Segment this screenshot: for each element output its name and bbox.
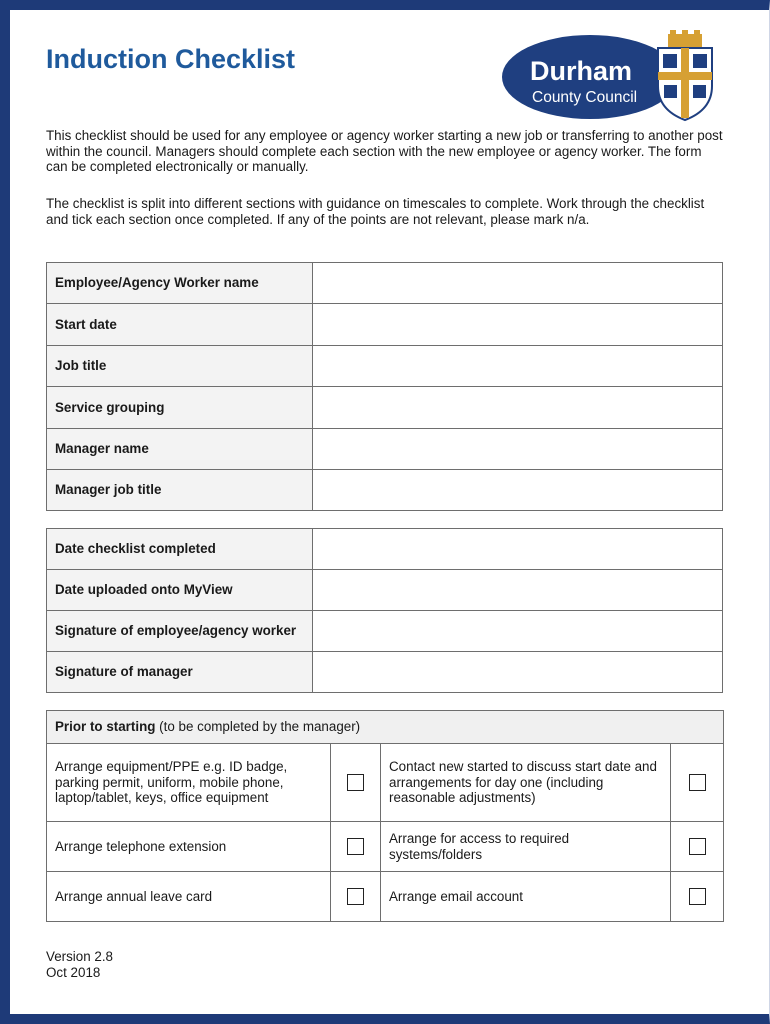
task-arrange-systems-access: Arrange for access to required systems/folders <box>381 822 671 872</box>
employee-signature-field[interactable] <box>313 611 723 652</box>
task-contact-new-starter: Contact new started to discuss start date and arrangements for day one (including reasonable adjustments) <box>381 744 671 822</box>
start-date-label: Start date <box>47 304 313 346</box>
details-table <box>46 262 723 511</box>
task-arrange-email-account: Arrange email account <box>381 872 671 922</box>
logo-subtitle: County Council <box>532 89 638 106</box>
intro-paragraph-2: The checklist is split into different sections with guidance on timescales to complete. Work through the checklist and tick each section once completed. If any of the points are not relevant, please mark n/a. <box>46 196 705 227</box>
annual-leave-card-checkbox[interactable] <box>347 888 364 905</box>
completion-row-employee-signature <box>47 611 723 652</box>
prior-to-starting-table <box>46 710 724 922</box>
details-row-job-title <box>47 346 723 387</box>
service-grouping-field[interactable] <box>313 387 723 429</box>
logo-name: Durham <box>530 56 633 86</box>
checklist-row <box>47 872 724 922</box>
page-title: Induction Checklist <box>46 44 296 74</box>
email-account-checkbox[interactable] <box>689 888 706 905</box>
crest-icon <box>658 30 712 120</box>
job-title-label: Job title <box>47 346 313 387</box>
manager-signature-field[interactable] <box>313 652 723 693</box>
intro-paragraph-1: This checklist should be used for any employee or agency worker starting a new job or transferring to another post within the council. Managers should complete each section with the new employee or agency worker. The form can be completed electronically or manually. <box>46 128 723 174</box>
telephone-extension-checkbox[interactable] <box>347 838 364 855</box>
checklist-row <box>47 744 724 822</box>
version-date: Oct 2018 <box>46 965 101 980</box>
employee-signature-label: Signature of employee/agency worker <box>47 611 313 652</box>
completion-table <box>46 528 723 693</box>
manager-signature-label: Signature of manager <box>47 652 313 693</box>
document-footer <box>46 949 113 981</box>
prior-section-heading: Prior to starting <box>55 719 156 735</box>
prior-section-header-row <box>47 711 724 744</box>
date-completed-field[interactable] <box>313 529 723 570</box>
job-title-field[interactable] <box>313 346 723 387</box>
start-date-field[interactable] <box>313 304 723 346</box>
details-row-service-grouping <box>47 387 723 429</box>
employee-name-label: Employee/Agency Worker name <box>47 263 313 304</box>
details-row-manager-name <box>47 429 723 470</box>
prior-section-note: (to be completed by the manager) <box>159 719 361 735</box>
details-row-start-date <box>47 304 723 346</box>
date-completed-label: Date checklist completed <box>47 529 313 570</box>
task-arrange-equipment: Arrange equipment/PPE e.g. ID badge, parking permit, uniform, mobile phone, laptop/tablet, keys, office equipment <box>47 744 331 822</box>
service-grouping-label: Service grouping <box>47 387 313 429</box>
date-uploaded-field[interactable] <box>313 570 723 611</box>
manager-name-field[interactable] <box>313 429 723 470</box>
durham-county-council-logo <box>500 30 722 122</box>
completion-row-date-uploaded <box>47 570 723 611</box>
manager-name-label: Manager name <box>47 429 313 470</box>
completion-row-date-completed <box>47 529 723 570</box>
details-row-employee-name <box>47 263 723 304</box>
date-uploaded-label: Date uploaded onto MyView <box>47 570 313 611</box>
employee-name-field[interactable] <box>313 263 723 304</box>
prior-section-header <box>47 711 724 744</box>
contact-new-starter-checkbox[interactable] <box>689 774 706 791</box>
version-label: Version 2.8 <box>46 949 113 964</box>
details-row-manager-job-title <box>47 470 723 511</box>
manager-job-title-label: Manager job title <box>47 470 313 511</box>
task-arrange-annual-leave-card: Arrange annual leave card <box>47 872 331 922</box>
manager-job-title-field[interactable] <box>313 470 723 511</box>
checklist-row <box>47 822 724 872</box>
systems-access-checkbox[interactable] <box>689 838 706 855</box>
equipment-checkbox[interactable] <box>347 774 364 791</box>
completion-row-manager-signature <box>47 652 723 693</box>
task-arrange-telephone-extension: Arrange telephone extension <box>47 822 331 872</box>
